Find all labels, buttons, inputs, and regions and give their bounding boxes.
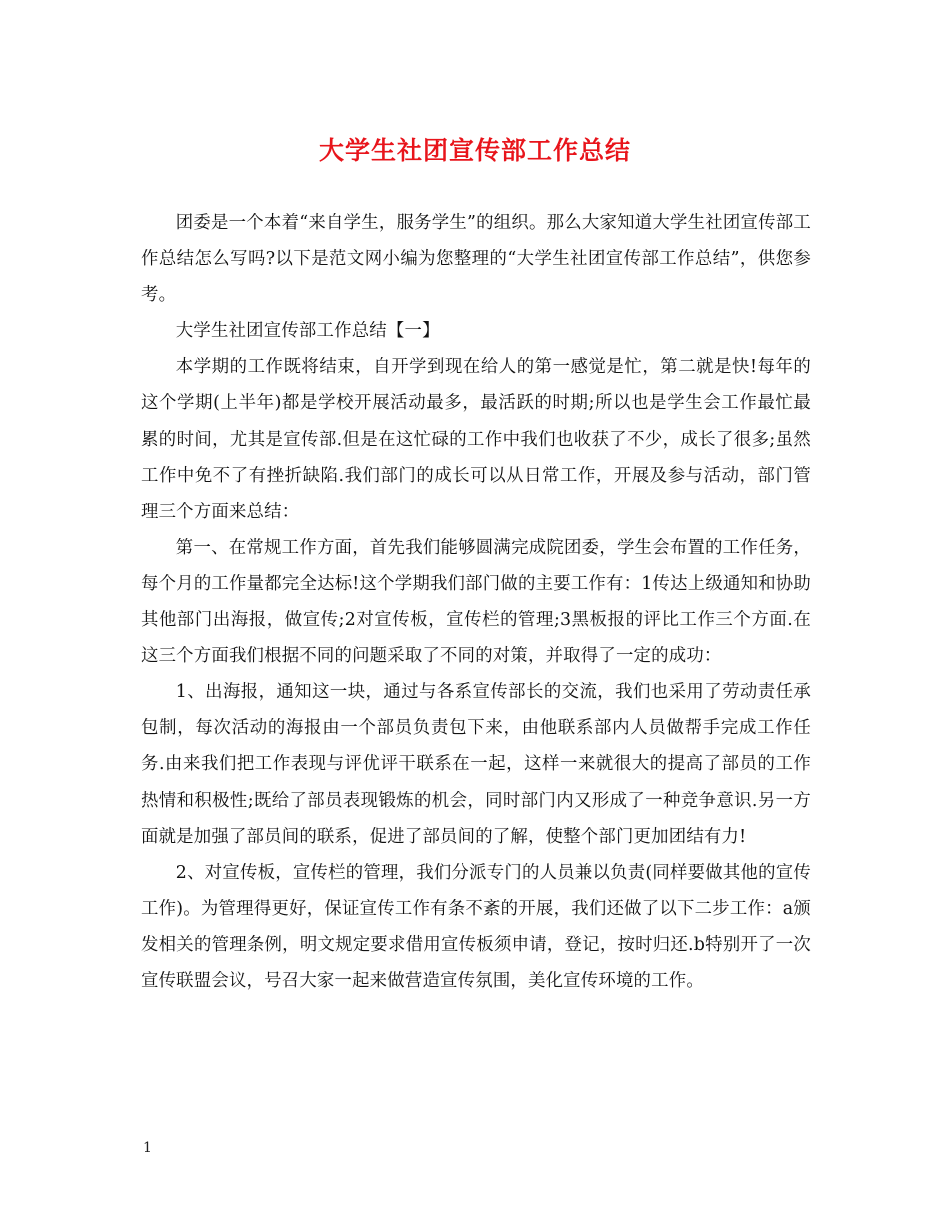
- body-paragraph: 1、出海报，通知这一块，通过与各系宣传部长的交流，我们也采用了劳动责任承包制，每次活动的海报由一个部员负责包下来，由他联系部内人员做帮手完成工作任务.由来我们把工作表现与评优评干联系在一起，这样一来就很大的提高了部员的工作热情和积极性;既给了部员表现锻炼的机会，同时部门内又形成了一种竞争意识.另一方面就是加强了部员间的联系，促进了部员间的了解，使整个部门更加团结有力!: [141, 682, 811, 847]
- intro-paragraph: 团委是一个本着“来自学生，服务学生”的组织。那么大家知道大学生社团宣传部工作总结怎么写吗?以下是范文网小编为您整理的“大学生社团宣传部工作总结”，供您参考。: [141, 213, 811, 306]
- document-body: [141, 205, 811, 999]
- section-heading: 大学生社团宣传部工作总结【一】: [175, 321, 440, 342]
- body-paragraph: 本学期的工作既将结束，自开学到现在给人的第一感觉是忙，第二就是快!每年的这个学期(上半年)都是学校开展活动最多，最活跃的时期;所以也是学生会工作最忙最累的时间，尤其是宣传部.但是在这忙碌的工作中我们也收获了不少，成长了很多;虽然工作中免不了有挫折缺陷.我们部门的成长可以从日常工作，开展及参与活动，部门管理三个方面来总结：: [141, 357, 811, 522]
- body-paragraph: 第一、在常规工作方面，首先我们能够圆满完成院团委，学生会布置的工作任务，每个月的工作量都完全达标!这个学期我们部门做的主要工作有：1传达上级通知和协助其他部门出海报，做宣传;2对宣传板，宣传栏的管理;3黑板报的评比工作三个方面.在这三个方面我们根据不同的问题采取了不同的对策，并取得了一定的成功：: [141, 537, 811, 667]
- document-title: 大学生社团宣传部工作总结: [318, 136, 631, 165]
- page-number: 1: [143, 1140, 152, 1156]
- body-paragraph: 2、对宣传板，宣传栏的管理，我们分派专门的人员兼以负责(同样要做其他的宣传工作)。为管理得更好，保证宣传工作有条不紊的开展，我们还做了以下二步工作：a颁发相关的管理条例，明文规定要求借用宣传板须申请，登记，按时归还.b特别开了一次宣传联盟会议，号召大家一起来做营造宣传氛围，美化宣传环境的工作。: [141, 862, 811, 991]
